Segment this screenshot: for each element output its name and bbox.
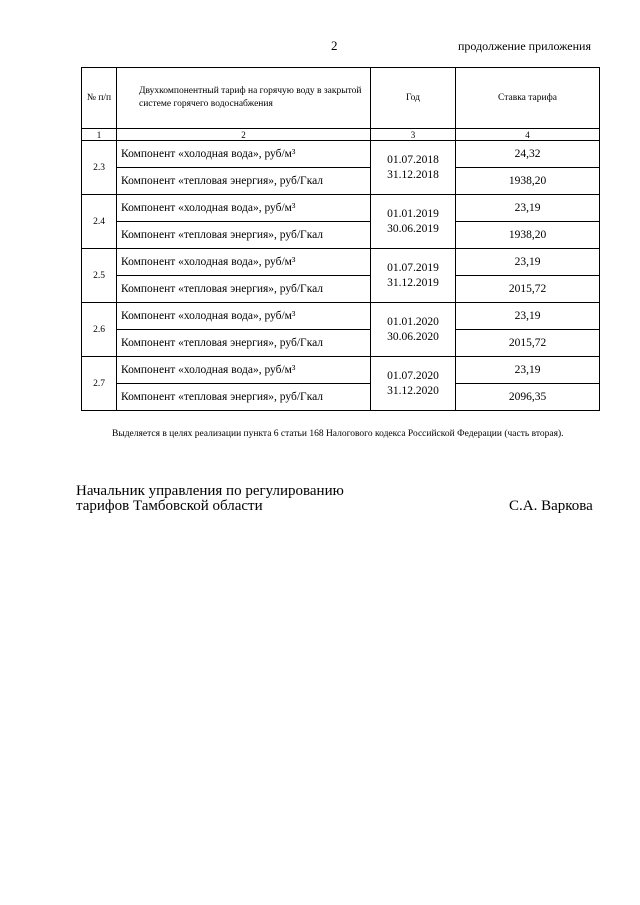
- table-row: [82, 330, 600, 357]
- signer-position: [76, 484, 376, 514]
- rate-heat-energy: 1938,20: [456, 222, 600, 249]
- component-heat-energy: Компонент «тепловая энергия», руб/Гкал: [117, 330, 371, 357]
- rate-cold-water: 23,19: [456, 357, 600, 384]
- year-period: [371, 303, 456, 357]
- table-row: [82, 303, 600, 330]
- rate-cold-water: 23,19: [456, 303, 600, 330]
- row-number: 2.5: [82, 249, 117, 303]
- rate-cold-water: 23,19: [456, 249, 600, 276]
- table-row: [82, 276, 600, 303]
- row-number: 2.7: [82, 357, 117, 411]
- year-period: [371, 249, 456, 303]
- rate-heat-energy: 2015,72: [456, 276, 600, 303]
- table-row: [82, 384, 600, 411]
- year-period: [371, 195, 456, 249]
- table-row: [82, 249, 600, 276]
- component-cold-water: Компонент «холодная вода», руб/м³: [117, 195, 371, 222]
- year-from: 01.07.2018: [387, 153, 439, 166]
- signer-position-line1: Начальник управления по регулированию: [76, 483, 344, 499]
- year-to: 31.12.2020: [387, 384, 439, 397]
- year-from: 01.01.2019: [387, 207, 439, 220]
- row-number: 2.6: [82, 303, 117, 357]
- rate-heat-energy: 2096,35: [456, 384, 600, 411]
- row-number: 2.3: [82, 141, 117, 195]
- table-row: [82, 357, 600, 384]
- header-tariff: Двухкомпонентный тариф на горячую воду в закрытой системе горячего водоснабжения: [117, 68, 371, 129]
- tariff-table: [81, 67, 600, 411]
- footnote: Выделяется в целях реализации пункта 6 статьи 168 Налогового кодекса Российской Федерации (часть вторая).: [112, 429, 564, 439]
- column-number: 4: [456, 129, 600, 141]
- header-rate: Ставка тарифа: [456, 68, 600, 129]
- signer-position-line2: тарифов Тамбовской области: [76, 498, 263, 514]
- column-number: 2: [117, 129, 371, 141]
- column-number-row: [82, 129, 600, 141]
- year-to: 30.06.2019: [387, 222, 439, 235]
- table-header-row: [82, 68, 600, 129]
- component-cold-water: Компонент «холодная вода», руб/м³: [117, 303, 371, 330]
- column-number: 1: [82, 129, 117, 141]
- table-row: [82, 141, 600, 168]
- year-period: [371, 141, 456, 195]
- year-to: 30.06.2020: [387, 330, 439, 343]
- year-from: 01.01.2020: [387, 315, 439, 328]
- component-heat-energy: Компонент «тепловая энергия», руб/Гкал: [117, 168, 371, 195]
- rate-cold-water: 23,19: [456, 195, 600, 222]
- column-number: 3: [371, 129, 456, 141]
- table-row: [82, 168, 600, 195]
- header-year: Год: [371, 68, 456, 129]
- table-row: [82, 195, 600, 222]
- table-row: [82, 222, 600, 249]
- header-number: № п/п: [82, 68, 117, 129]
- page-number: 2: [331, 38, 338, 53]
- year-from: 01.07.2020: [387, 369, 439, 382]
- row-number: 2.4: [82, 195, 117, 249]
- year-to: 31.12.2018: [387, 168, 439, 181]
- component-heat-energy: Компонент «тепловая энергия», руб/Гкал: [117, 222, 371, 249]
- rate-cold-water: 24,32: [456, 141, 600, 168]
- year-to: 31.12.2019: [387, 276, 439, 289]
- year-period: [371, 357, 456, 411]
- rate-heat-energy: 2015,72: [456, 330, 600, 357]
- component-heat-energy: Компонент «тепловая энергия», руб/Гкал: [117, 384, 371, 411]
- continuation-label: продолжение приложения: [458, 39, 591, 53]
- component-heat-energy: Компонент «тепловая энергия», руб/Гкал: [117, 276, 371, 303]
- component-cold-water: Компонент «холодная вода», руб/м³: [117, 249, 371, 276]
- year-from: 01.07.2019: [387, 261, 439, 274]
- signer-name: С.А. Варкова: [509, 498, 593, 514]
- component-cold-water: Компонент «холодная вода», руб/м³: [117, 357, 371, 384]
- component-cold-water: Компонент «холодная вода», руб/м³: [117, 141, 371, 168]
- rate-heat-energy: 1938,20: [456, 168, 600, 195]
